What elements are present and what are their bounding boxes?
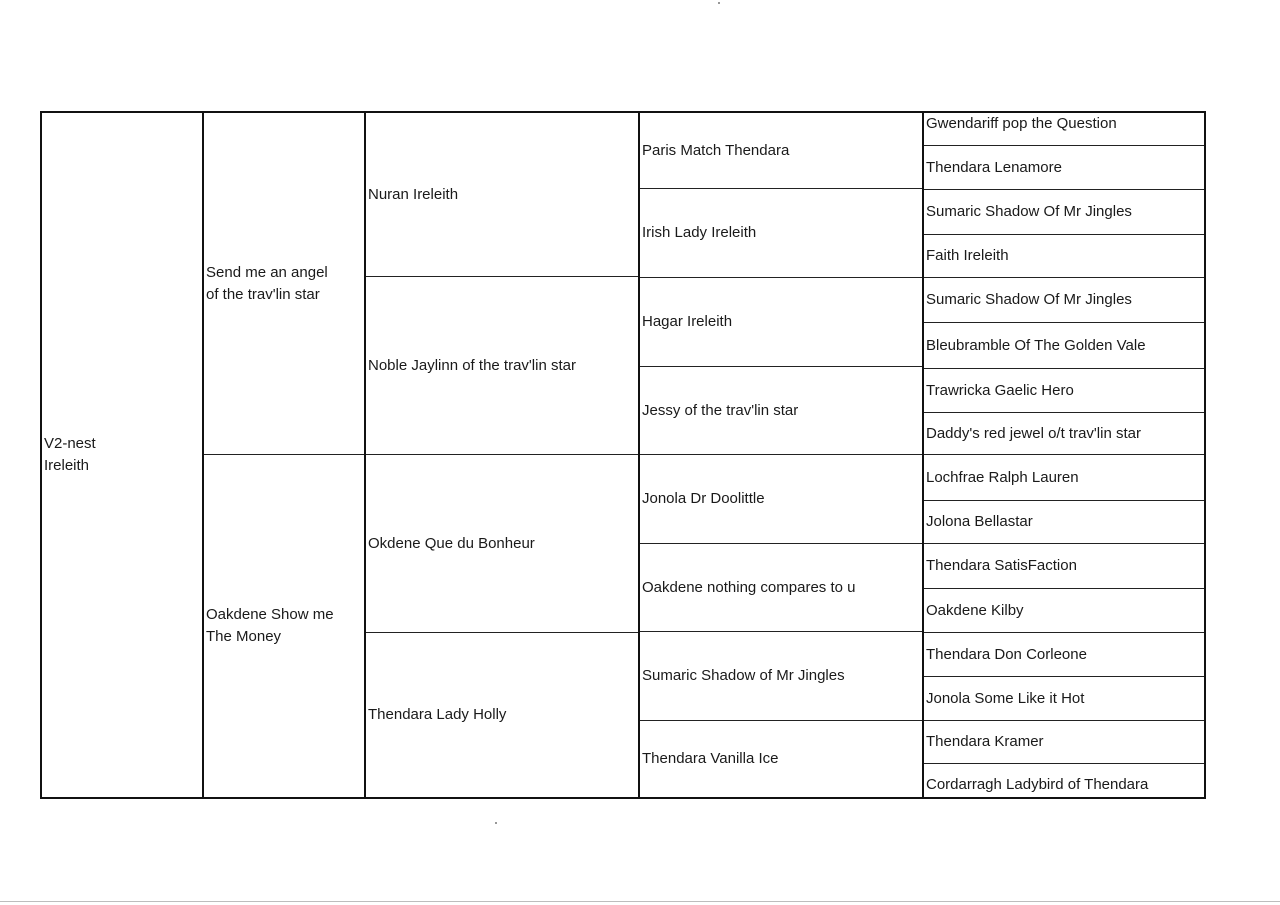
great-grandparent: Thendara Vanilla Ice bbox=[642, 750, 779, 767]
generation-4-column bbox=[640, 113, 924, 797]
great-grandparent: Jessy of the trav'lin star bbox=[640, 367, 922, 455]
generation-5-column bbox=[924, 113, 1204, 797]
great-great-grandparent: Thendara SatisFaction bbox=[924, 544, 1204, 589]
grandparent: Thendara Lady Holly bbox=[368, 706, 507, 723]
great-great-grandparent: Thendara Don Corleone bbox=[924, 633, 1204, 677]
great-great-grandparent: Sumaric Shadow Of Mr Jingles bbox=[924, 190, 1204, 235]
great-grandparent: Jonola Dr Doolittle bbox=[640, 455, 922, 544]
great-great-grandparent: Trawricka Gaelic Hero bbox=[924, 369, 1204, 413]
great-great-grandparent: Gwendariff pop the Question bbox=[924, 113, 1204, 146]
scan-edge-line bbox=[0, 901, 1280, 902]
great-grandparent: Irish Lady Ireleith bbox=[640, 189, 922, 278]
grandparent: Okdene Que du Bonheur bbox=[366, 455, 638, 633]
great-grandparent: Hagar Ireleith bbox=[640, 278, 922, 367]
grandparent: Noble Jaylinn of the trav'lin star bbox=[366, 277, 638, 455]
parent-dam: Oakdene Show me The Money bbox=[206, 606, 334, 645]
great-great-grandparent: Cordarragh Ladybird of Thendara bbox=[926, 776, 1149, 793]
great-grandparent: Oakdene nothing compares to u bbox=[640, 544, 922, 632]
great-great-grandparent: Thendara Lenamore bbox=[924, 146, 1204, 190]
great-great-grandparent: Bleubramble Of The Golden Vale bbox=[924, 323, 1204, 369]
great-great-grandparent: Oakdene Kilby bbox=[924, 589, 1204, 633]
pedigree-table bbox=[40, 111, 1206, 799]
generation-1-column bbox=[42, 113, 204, 797]
generation-2-column bbox=[204, 113, 366, 797]
grandparent: Nuran Ireleith bbox=[366, 113, 638, 277]
great-great-grandparent: Daddy's red jewel o/t trav'lin star bbox=[924, 413, 1204, 455]
great-great-grandparent: Lochfrae Ralph Lauren bbox=[924, 455, 1204, 501]
great-great-grandparent: Jolona Bellastar bbox=[924, 501, 1204, 544]
great-great-grandparent: Thendara Kramer bbox=[924, 721, 1204, 764]
generation-3-column bbox=[366, 113, 640, 797]
great-great-grandparent: Jonola Some Like it Hot bbox=[924, 677, 1204, 721]
parent-sire: Send me an angel of the trav'lin star bbox=[204, 113, 364, 455]
scan-speck bbox=[495, 822, 497, 824]
great-great-grandparent: Sumaric Shadow Of Mr Jingles bbox=[924, 278, 1204, 323]
great-grandparent: Sumaric Shadow of Mr Jingles bbox=[640, 632, 922, 721]
great-great-grandparent: Faith Ireleith bbox=[924, 235, 1204, 278]
subject-name: V2-nest Ireleith bbox=[44, 435, 96, 474]
scan-speck bbox=[718, 2, 720, 4]
great-grandparent: Paris Match Thendara bbox=[640, 113, 922, 189]
